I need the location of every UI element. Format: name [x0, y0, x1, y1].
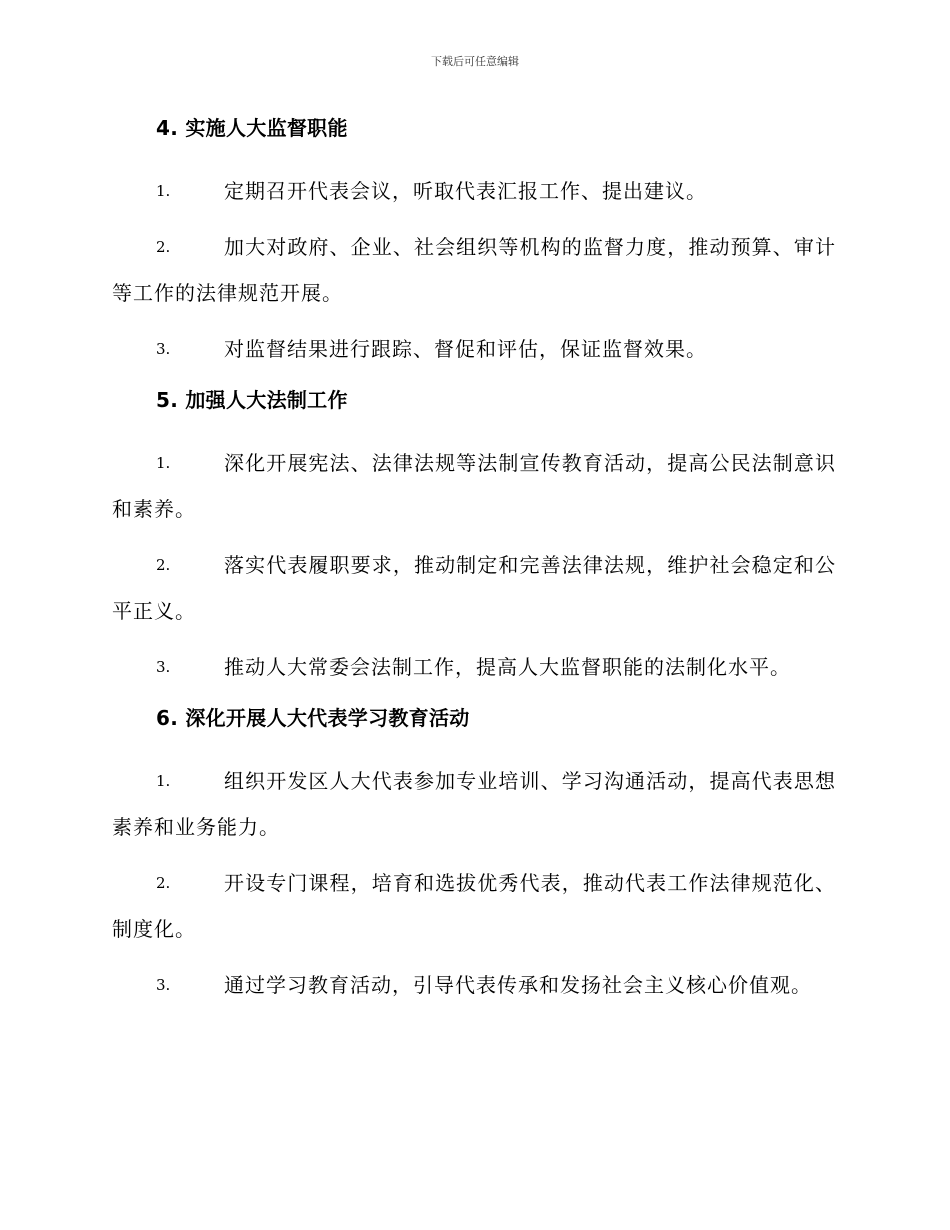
- section-heading: 4. 实施人大监督职能: [156, 116, 348, 140]
- document-body: [112, 110, 836, 1018]
- item-number: 1.: [156, 772, 171, 790]
- item-text: 通过学习教育活动，引导代表传承和发扬社会主义核心价值观。: [224, 973, 812, 997]
- list-item: [112, 542, 836, 634]
- list-item: [112, 440, 836, 532]
- item-text: 深化开展宪法、法律法规等法制宣传教育活动，提高公民法制意识和素养。: [112, 451, 836, 521]
- item-text: 定期召开代表会议，听取代表汇报工作、提出建议。: [224, 179, 707, 203]
- section-heading: 5. 加强人大法制工作: [156, 388, 348, 412]
- page-header: 下载后可任意编辑: [431, 55, 519, 68]
- list-item: [112, 224, 836, 316]
- item-text: 组织开发区人大代表参加专业培训、学习沟通活动，提高代表思想素养和业务能力。: [112, 769, 836, 839]
- list-item: [112, 326, 836, 372]
- item-text: 落实代表履职要求，推动制定和完善法律法规，维护社会稳定和公平正义。: [112, 553, 836, 623]
- item-number: 1.: [156, 454, 171, 472]
- item-number: 3.: [156, 976, 171, 994]
- item-number: 3.: [156, 340, 171, 358]
- list-item: [112, 644, 836, 690]
- item-text: 推动人大常委会法制工作，提高人大监督职能的法制化水平。: [224, 655, 791, 679]
- item-number: 2.: [156, 874, 171, 892]
- list-item: [112, 962, 836, 1008]
- item-text: 加大对政府、企业、社会组织等机构的监督力度，推动预算、审计等工作的法律规范开展。: [112, 235, 836, 305]
- item-number: 2.: [156, 556, 171, 574]
- item-number: 1.: [156, 182, 171, 200]
- item-text: 对监督结果进行跟踪、督促和评估，保证监督效果。: [224, 337, 707, 361]
- list-item: [112, 860, 836, 952]
- item-text: 开设专门课程，培育和选拔优秀代表，推动代表工作法律规范化、制度化。: [112, 871, 836, 941]
- item-number: 3.: [156, 658, 171, 676]
- item-number: 2.: [156, 238, 171, 256]
- section-heading: 6. 深化开展人大代表学习教育活动: [156, 706, 470, 730]
- list-item: [112, 758, 836, 850]
- list-item: [112, 168, 836, 214]
